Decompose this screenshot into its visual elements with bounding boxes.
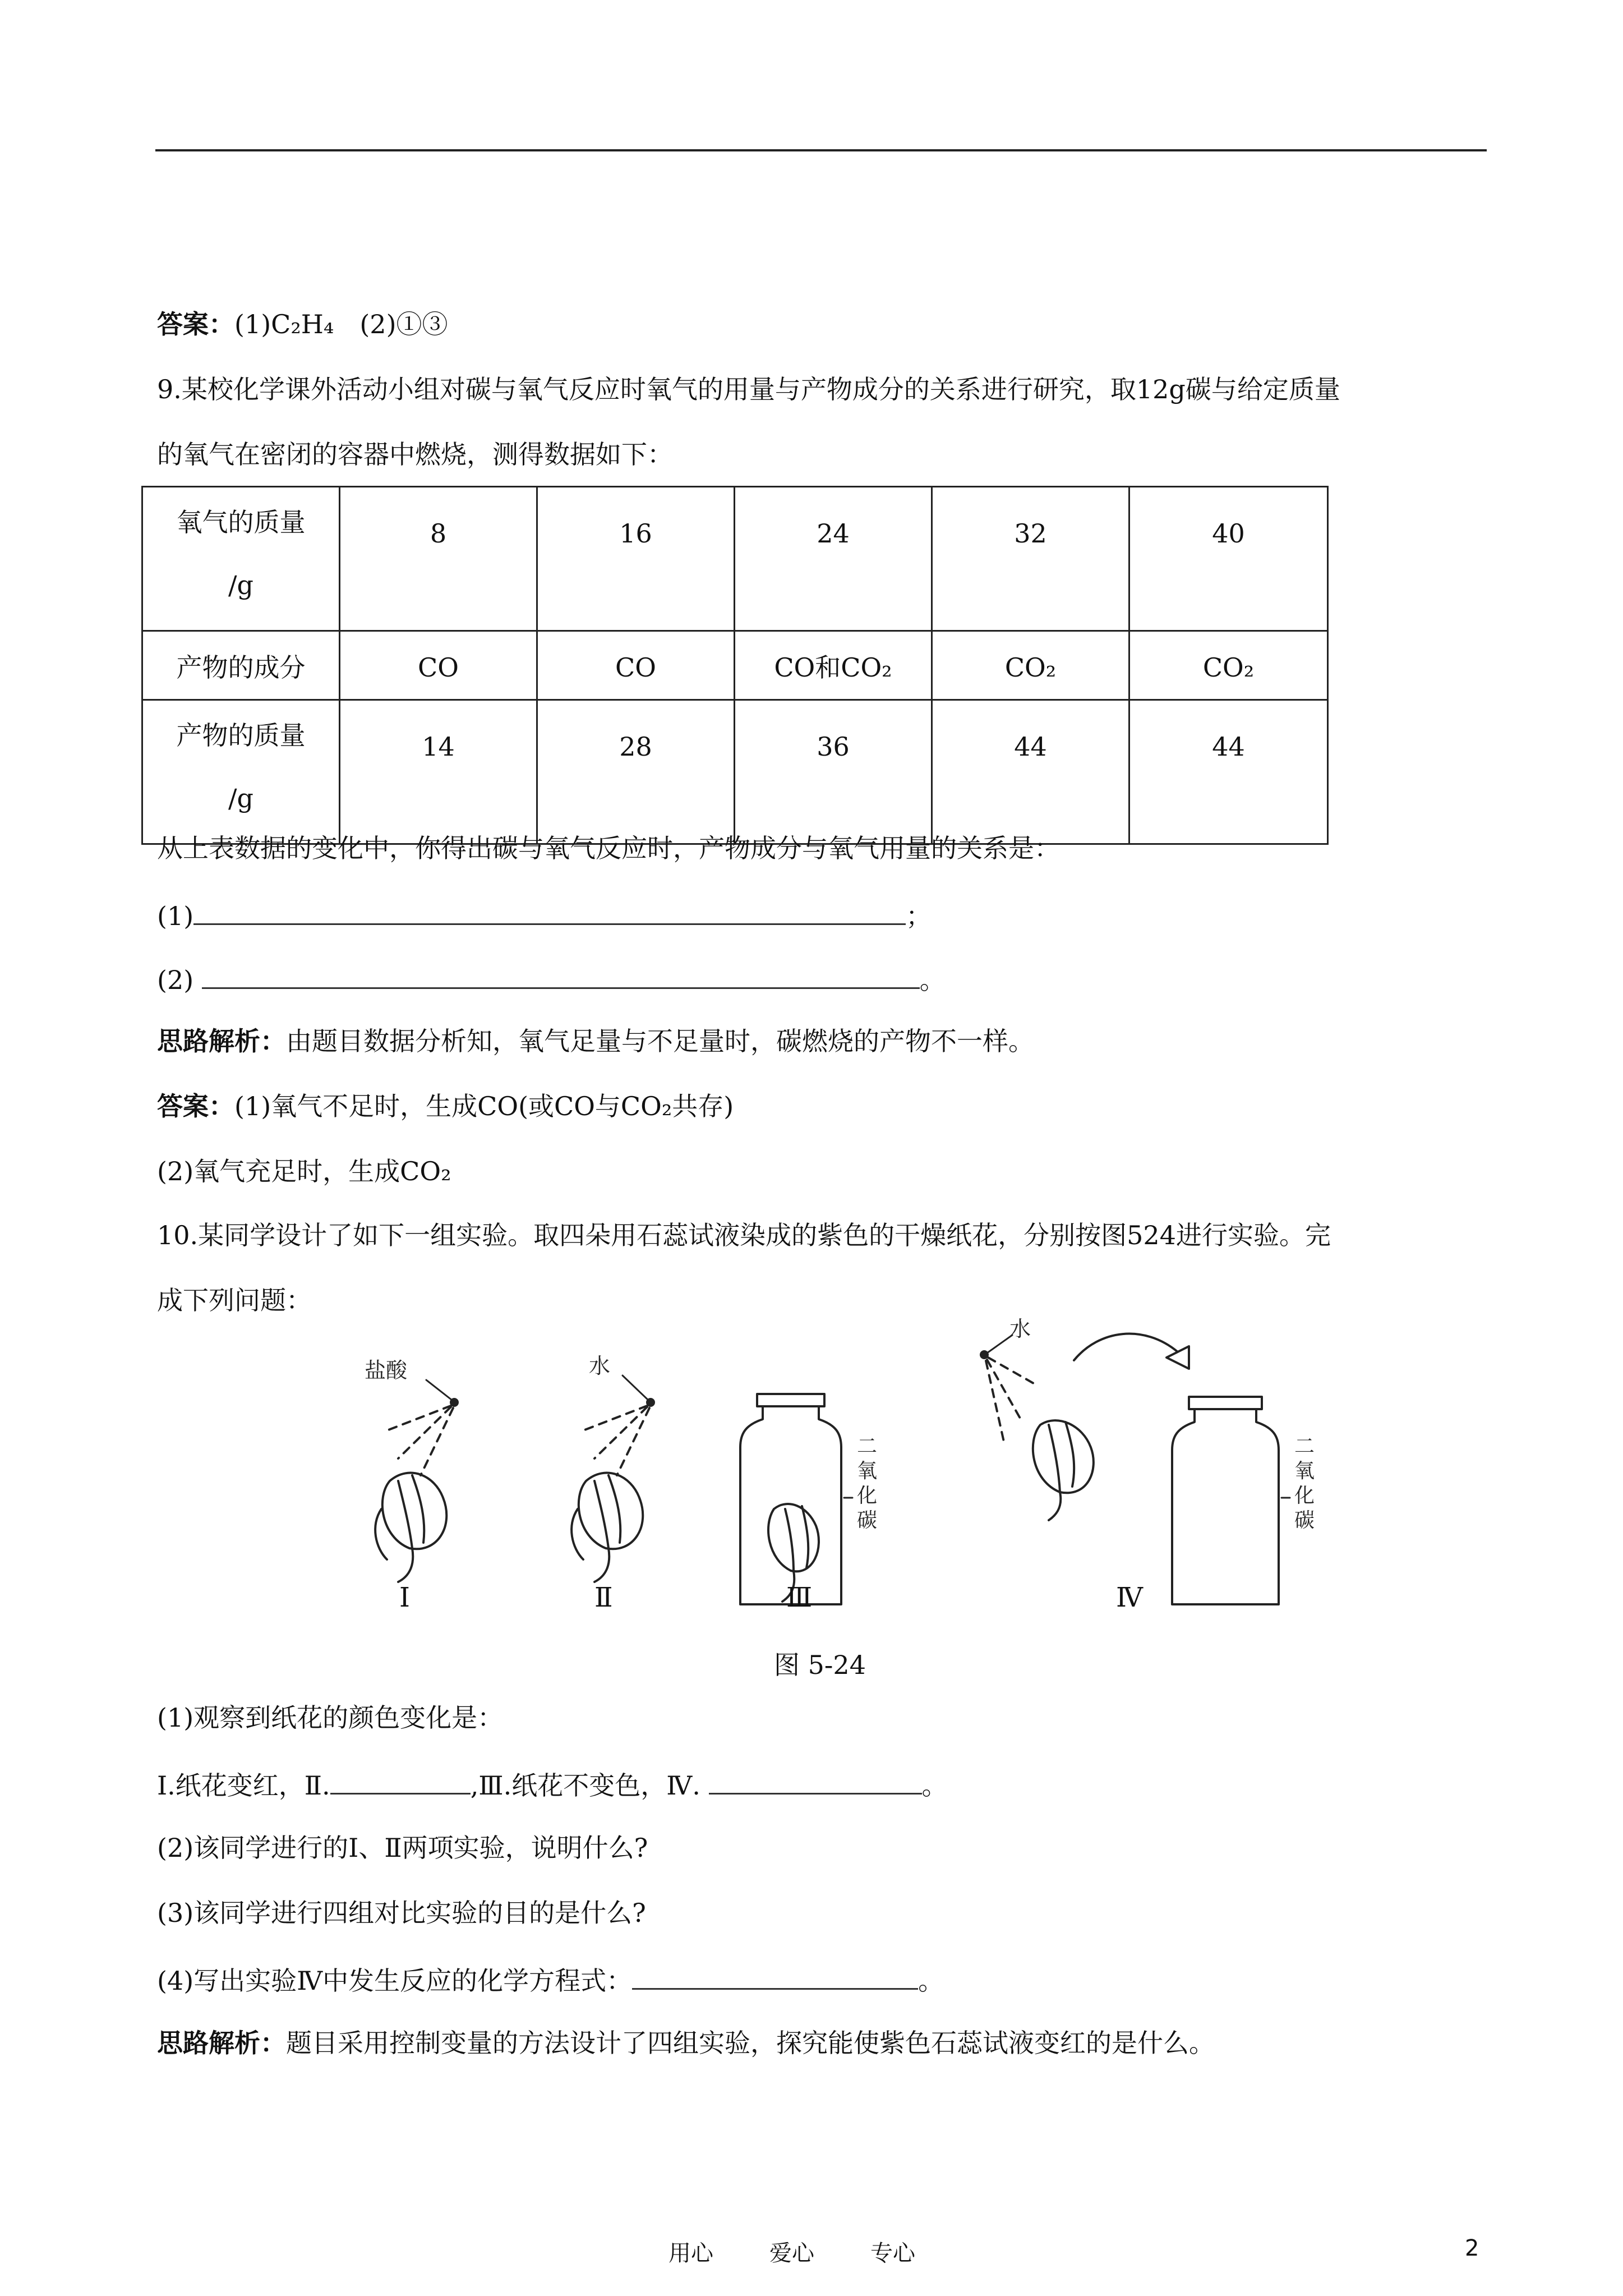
- table-cell: 8: [340, 487, 537, 631]
- roman-2: Ⅱ: [594, 1582, 613, 1613]
- co2-label-3: 二氧化碳: [857, 1435, 878, 1532]
- q9-prompt: 从上表数据的变化中，你得出碳与氧气反应时，产物成分与氧气用量的关系是：: [157, 833, 1060, 863]
- label-hcl: 盐酸: [365, 1358, 408, 1383]
- answer-text: (1)C₂H₄ (2)①③: [234, 309, 448, 339]
- page-number: 2: [1465, 2235, 1479, 2261]
- table-cell: 36: [735, 700, 932, 844]
- co2-label-4: 二氧化碳: [1294, 1435, 1315, 1532]
- table-cell: 14: [340, 700, 537, 844]
- table-row: [142, 487, 1328, 631]
- table-cell: 16: [537, 487, 735, 631]
- q9-blank1: (1) ；: [157, 895, 932, 934]
- table-cell: CO: [537, 631, 735, 700]
- table-cell: 24: [735, 487, 932, 631]
- q10-analysis: 思路解析：题目采用控制变量的方法设计了四组实验，探究能使紫色石蕊试液变红的是什么。: [157, 2028, 1215, 2058]
- table-cell: 44: [932, 700, 1129, 844]
- q10-sub3: (3)该同学进行四组对比实验的目的是什么?: [157, 1898, 646, 1928]
- q9-analysis: 思路解析：由题目数据分析知，氧气足量与不足量时，碳燃烧的产物不一样。: [157, 1026, 1034, 1056]
- q10-sub1-answers: Ⅰ.纸花变红，Ⅱ. ,Ⅲ.纸花不变色，Ⅳ. 。: [157, 1765, 948, 1803]
- q9-answer-a: 答案：(1)氧气不足时，生成CO(或CO与CO₂共存): [157, 1091, 734, 1121]
- answer-line: [157, 306, 448, 342]
- q10-line2: 成下列问题：: [157, 1285, 312, 1315]
- table-row-head: 产物的成分: [142, 631, 340, 700]
- blank-line[interactable]: [202, 959, 920, 989]
- answer-label: 答案：: [157, 309, 234, 339]
- experiment-4-drawing: [981, 1334, 1290, 1604]
- experiment-1-drawing: [375, 1380, 458, 1582]
- table-cell: 32: [932, 487, 1129, 631]
- blank-line[interactable]: [330, 1765, 471, 1795]
- q10-sub2: (2)该同学进行的Ⅰ、Ⅱ两项实验，说明什么?: [157, 1833, 648, 1863]
- blank-line[interactable]: [709, 1765, 922, 1795]
- q9-line1: 9.某校化学课外活动小组对碳与氧气反应时氧气的用量与产物成分的关系进行研究，取12g碳与给定质量: [157, 374, 1340, 404]
- table-cell: 28: [537, 700, 735, 844]
- table-row: [142, 631, 1328, 700]
- roman-4: Ⅳ: [1116, 1582, 1143, 1613]
- table-cell: 40: [1129, 487, 1328, 631]
- table-cell: CO和CO₂: [735, 631, 932, 700]
- footer-item: 爱心: [769, 2240, 814, 2266]
- table-cell: 44: [1129, 700, 1328, 844]
- footer-item: 专心: [870, 2240, 915, 2266]
- q9-answer-b: (2)氧气充足时，生成CO₂: [157, 1156, 451, 1186]
- roman-1: Ⅰ: [399, 1582, 410, 1613]
- table-cell: CO₂: [932, 631, 1129, 700]
- q9-line2: 的氧气在密闭的容器中燃烧，测得数据如下：: [157, 439, 673, 470]
- experiment-2-drawing: [571, 1375, 654, 1582]
- q10-line1: 10.某同学设计了如下一组实验。取四朵用石蕊试液染成的紫色的干燥纸花，分别按图524进行实验。完: [157, 1220, 1331, 1250]
- data-table: [141, 486, 1329, 845]
- blank-line[interactable]: [193, 895, 906, 925]
- q9-blank2: (2) 。: [157, 959, 946, 998]
- header-rule: [155, 149, 1487, 151]
- blank-line[interactable]: [632, 1960, 918, 1990]
- q10-sub1: (1)观察到纸花的颜色变化是：: [157, 1703, 504, 1733]
- experiment-figure: [314, 1313, 1324, 1627]
- label-water-4: 水: [1009, 1317, 1031, 1341]
- table-row-head: 产物的质量 /g: [142, 700, 340, 844]
- figure-caption: 图 5-24: [774, 1650, 866, 1680]
- table-cell: CO₂: [1129, 631, 1328, 700]
- label-water-2: 水: [589, 1354, 611, 1378]
- q10-sub4: (4)写出实验Ⅳ中发生反应的化学方程式： 。: [157, 1960, 944, 1999]
- roman-3: Ⅲ: [786, 1582, 813, 1613]
- table-row-head: 氧气的质量 /g: [142, 487, 340, 631]
- table-row: [142, 700, 1328, 844]
- experiment-3-drawing: [740, 1394, 852, 1604]
- table-cell: CO: [340, 631, 537, 700]
- footer-item: 用心: [668, 2240, 713, 2266]
